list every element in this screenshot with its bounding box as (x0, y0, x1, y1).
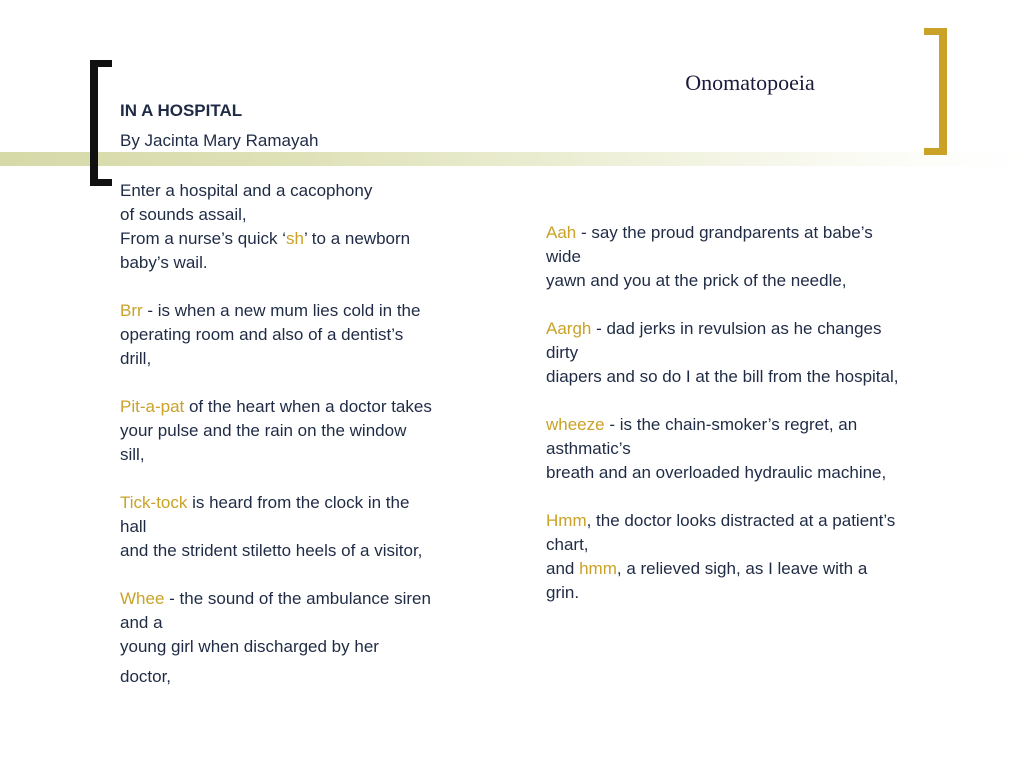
poem-line (546, 509, 966, 533)
line-text: From a nurse’s quick ‘ (120, 229, 286, 248)
poem-line (120, 491, 495, 515)
poem-line: operating room and also of a dentist’s (120, 325, 404, 344)
poem-line: yawn and you at the prick of the needle, (546, 271, 847, 290)
line-text: and (546, 559, 580, 578)
poem-line: and a (120, 613, 163, 632)
onomatopoeia-word: Whee (120, 589, 165, 608)
onomatopoeia-word: Aah (546, 223, 577, 242)
onomatopoeia-word: Hmm (546, 511, 587, 530)
header-gradient-bar (0, 152, 1024, 166)
right-bracket-decoration (924, 28, 947, 155)
line-text: - is the chain-smoker’s regret, an (604, 415, 858, 434)
poem-line: your pulse and the rain on the window (120, 421, 407, 440)
onomatopoeia-word: Brr (120, 301, 143, 320)
stanza-5 (120, 587, 495, 689)
stanza-1 (120, 179, 495, 275)
poem-title: IN A HOSPITAL (120, 101, 243, 120)
poem-line: dirty (546, 343, 579, 362)
stanza-9 (546, 509, 966, 605)
onomatopoeia-word: Pit-a-pat (120, 397, 185, 416)
poem-line (546, 221, 966, 245)
poem-line (120, 299, 495, 323)
poem-author: By Jacinta Mary Ramayah (120, 131, 319, 150)
stanza-8 (546, 413, 966, 485)
poem-left-column (120, 179, 495, 713)
line-text: , a relieved sigh, as I leave with a (616, 559, 868, 578)
poem-line (120, 587, 495, 611)
poem-line: asthmatic’s (546, 439, 631, 458)
poem-line: young girl when discharged by her (120, 637, 379, 656)
line-text: is heard from the clock in the (187, 493, 410, 512)
line-text: , the doctor looks distracted at a patient’s (586, 511, 896, 530)
poem-line: diapers and so do I at the bill from the hospital, (546, 367, 899, 386)
onomatopoeia-word: hmm (579, 559, 617, 578)
poem-line: Enter a hospital and a cacophony (120, 181, 373, 200)
stanza-2 (120, 299, 495, 371)
line-text: - say the proud grandparents at babe’s (576, 223, 873, 242)
poem-line (546, 557, 966, 581)
stanza-7 (546, 317, 966, 389)
poem-right-column (546, 221, 966, 629)
stanza-6 (546, 221, 966, 293)
onomatopoeia-word: Tick-tock (120, 493, 188, 512)
poem-line: wide (546, 247, 581, 266)
line-text: of the heart when a doctor takes (184, 397, 432, 416)
poem-line: hall (120, 517, 147, 536)
poem-line: doctor, (120, 667, 172, 686)
onomatopoeia-word: wheeze (546, 415, 605, 434)
line-text: - the sound of the ambulance siren (164, 589, 431, 608)
slide-title: Onomatopoeia (685, 70, 815, 95)
poem-line: sill, (120, 445, 145, 464)
poem-line: drill, (120, 349, 152, 368)
poem-line: and the strident stiletto heels of a visitor, (120, 541, 423, 560)
poem-line: chart, (546, 535, 589, 554)
left-bracket-decoration (90, 60, 112, 186)
line-text: ’ to a newborn (303, 229, 411, 248)
poem-line (120, 227, 495, 251)
stanza-4 (120, 491, 495, 563)
poem-line (546, 413, 966, 437)
line-text: - is when a new mum lies cold in the (142, 301, 421, 320)
poem-line: baby’s wail. (120, 253, 208, 272)
stanza-3 (120, 395, 495, 467)
onomatopoeia-word: sh (285, 229, 304, 248)
line-text: - dad jerks in revulsion as he changes (591, 319, 882, 338)
poem-line (546, 317, 966, 341)
poem-line: grin. (546, 583, 580, 602)
poem-line: breath and an overloaded hydraulic machine, (546, 463, 887, 482)
poem-line: of sounds assail, (120, 205, 247, 224)
onomatopoeia-word: Aargh (546, 319, 592, 338)
poem-line (120, 395, 495, 419)
